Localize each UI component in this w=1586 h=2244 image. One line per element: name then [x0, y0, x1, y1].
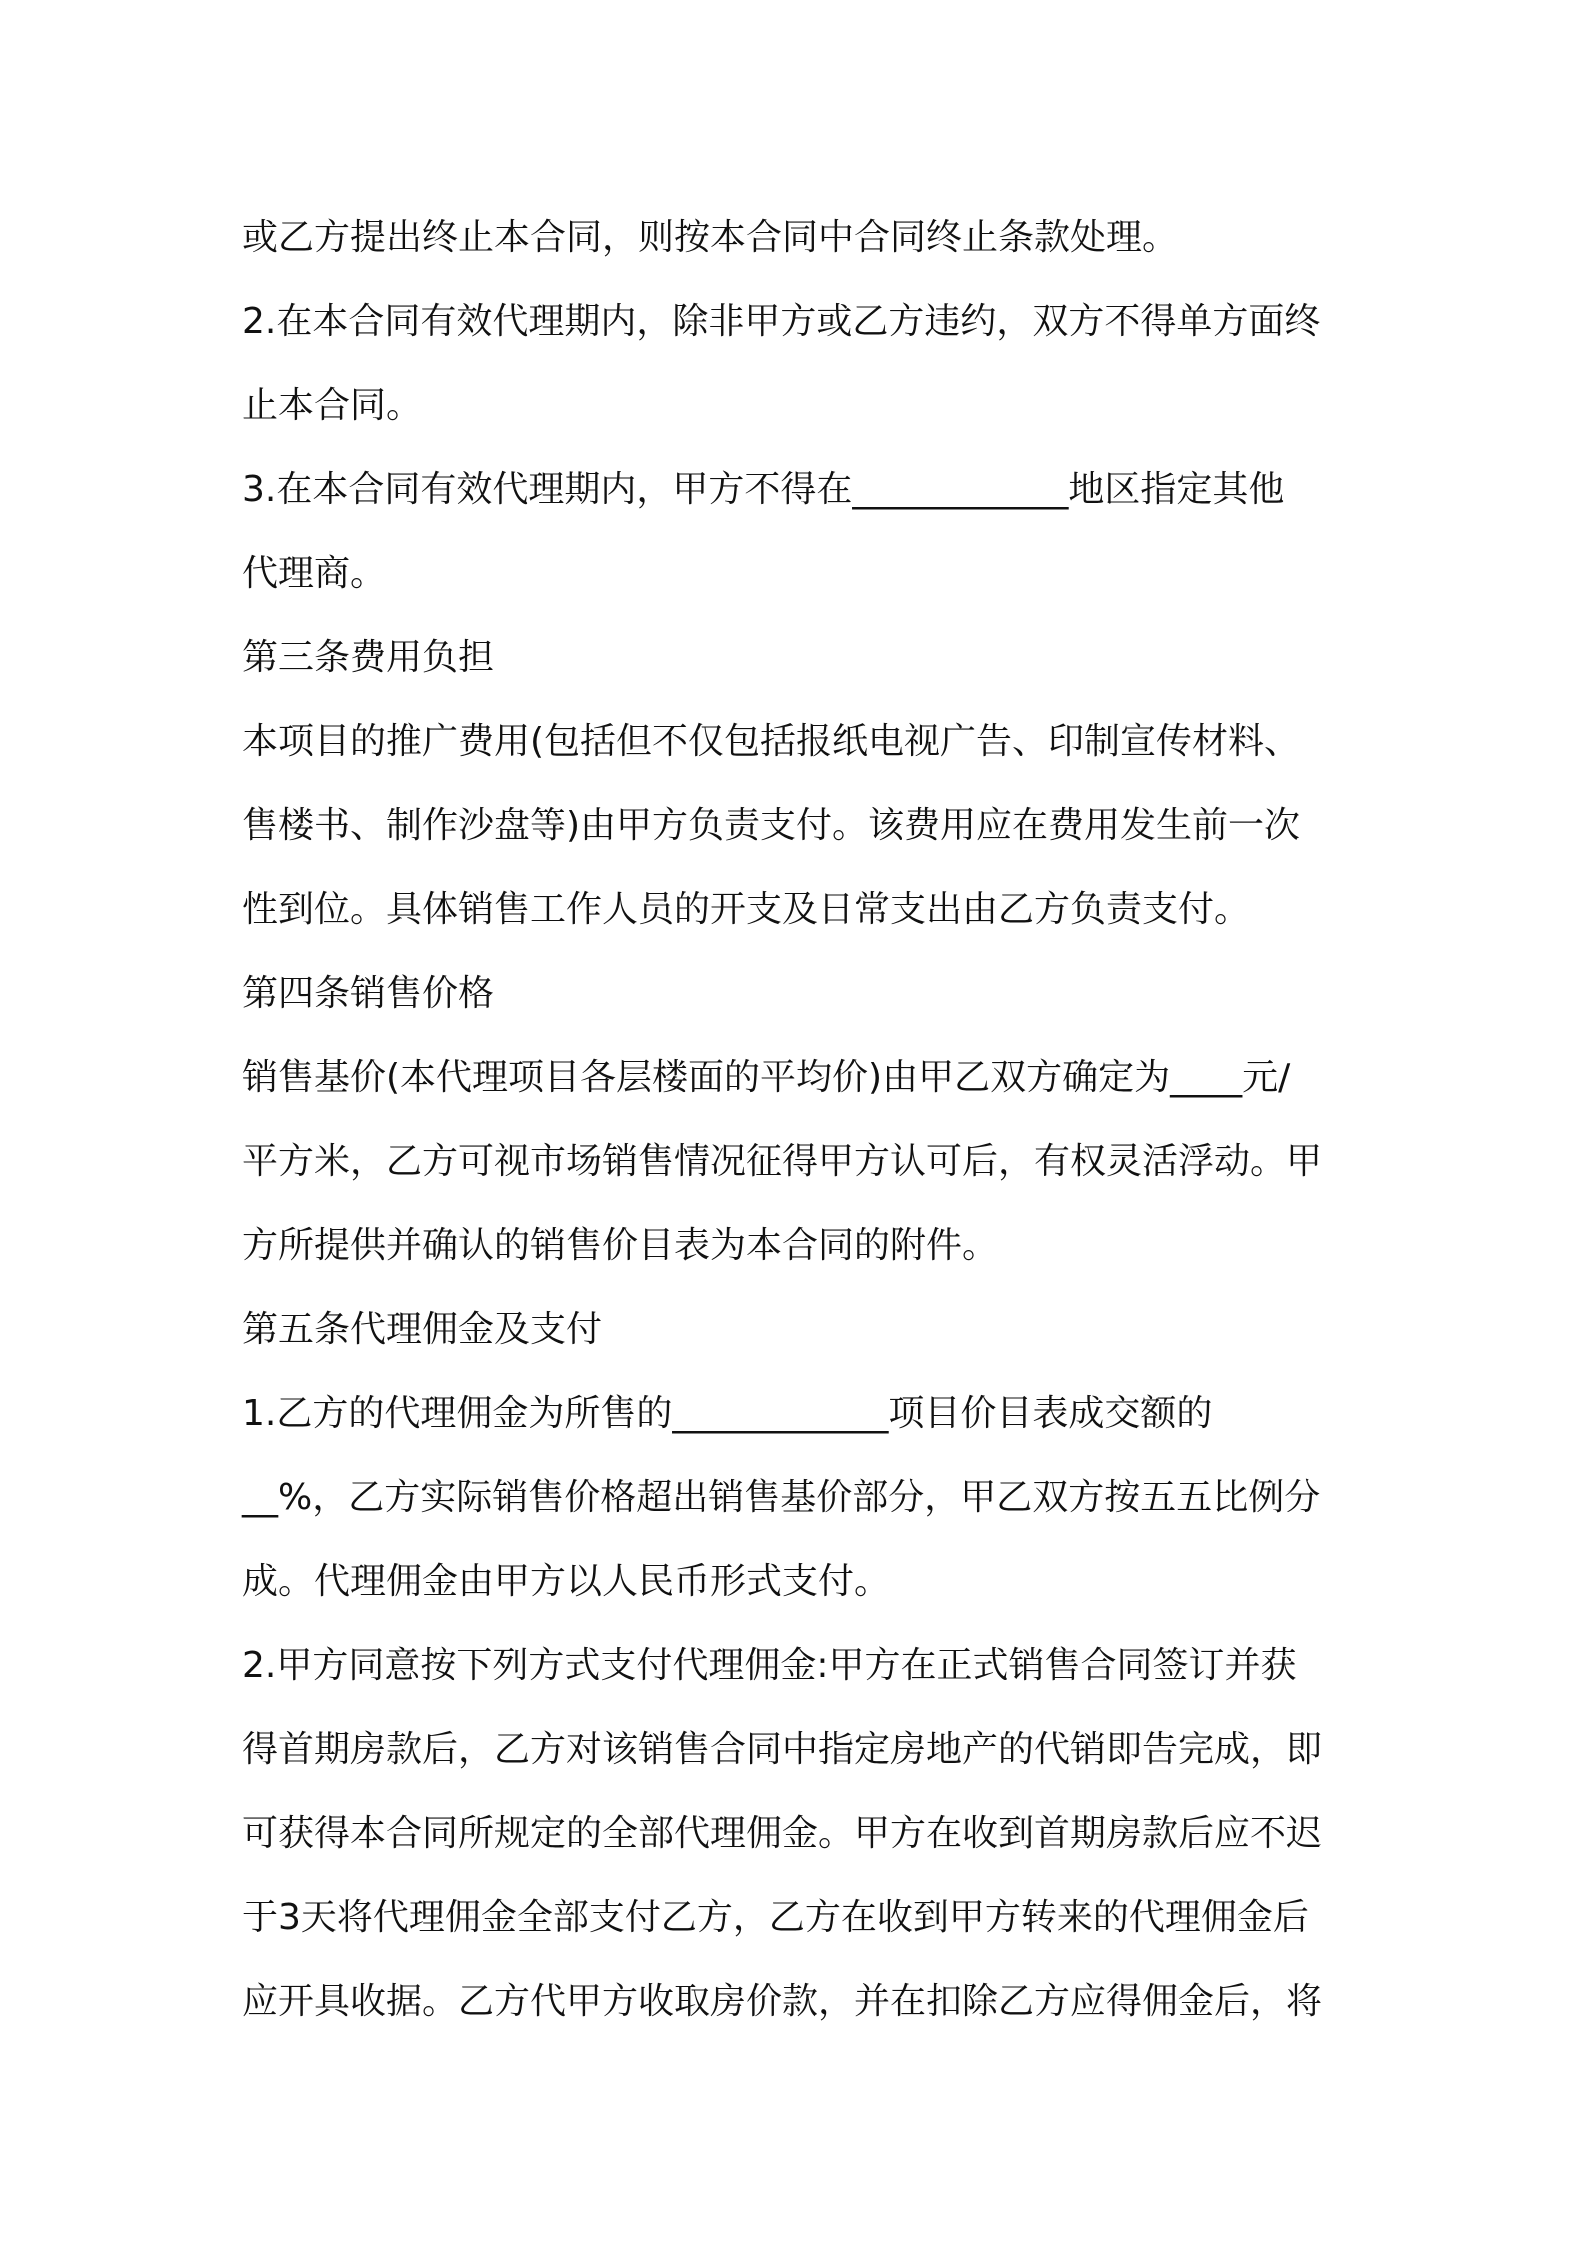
section-heading-3: 第三条费用负担 — [242, 637, 495, 678]
text-line-8: 售楼书、制作沙盘等)由甲方负责支付。该费用应在费用发生前一次 — [242, 805, 1301, 846]
text-line-13: 方所提供并确认的销售价目表为本合同的附件。 — [242, 1225, 999, 1266]
text-line-22: 应开具收据。乙方代甲方收取房价款，并在扣除乙方应得佣金后，将 — [242, 1981, 1323, 2022]
text-line-7: 本项目的推广费用(包括但不仅包括报纸电视广告、印制宣传材料、 — [242, 721, 1301, 762]
text-line-1: 或乙方提出终止本合同，则按本合同中合同终止条款处理。 — [242, 217, 1179, 258]
text-line-20: 可获得本合同所规定的全部代理佣金。甲方在收到首期房款后应不迟 — [242, 1813, 1323, 1854]
contract-text — [242, 196, 1362, 2044]
text-line-21: 于3天将代理佣金全部支付乙方，乙方在收到甲方转来的代理佣金后 — [242, 1897, 1309, 1938]
text-line-5: 代理商。 — [242, 553, 387, 594]
section-heading-4: 第四条销售价格 — [242, 973, 495, 1014]
text-line-2: 2.在本合同有效代理期内，除非甲方或乙方违约，双方不得单方面终 — [242, 301, 1321, 342]
text-line-15: 1.乙方的代理佣金为所售的____________项目价目表成交额的 — [242, 1393, 1213, 1434]
text-line-12: 平方米，乙方可视市场销售情况征得甲方认可后，有权灵活浮动。甲 — [242, 1141, 1323, 1182]
section-heading-5: 第五条代理佣金及支付 — [242, 1309, 603, 1350]
text-line-4: 3.在本合同有效代理期内，甲方不得在____________地区指定其他 — [242, 469, 1285, 510]
text-line-17: 成。代理佣金由甲方以人民币形式支付。 — [242, 1561, 891, 1602]
text-line-9: 性到位。具体销售工作人员的开支及日常支出由乙方负责支付。 — [242, 889, 1251, 930]
text-line-19: 得首期房款后，乙方对该销售合同中指定房地产的代销即告完成，即 — [242, 1729, 1323, 1770]
text-line-18: 2.甲方同意按下列方式支付代理佣金:甲方在正式销售合同签订并获 — [242, 1645, 1297, 1686]
text-line-16: __%，乙方实际销售价格超出销售基价部分，甲乙双方按五五比例分 — [242, 1477, 1321, 1518]
text-line-3: 止本合同。 — [242, 385, 423, 426]
text-line-11: 销售基价(本代理项目各层楼面的平均价)由甲乙双方确定为____元/ — [242, 1057, 1291, 1098]
